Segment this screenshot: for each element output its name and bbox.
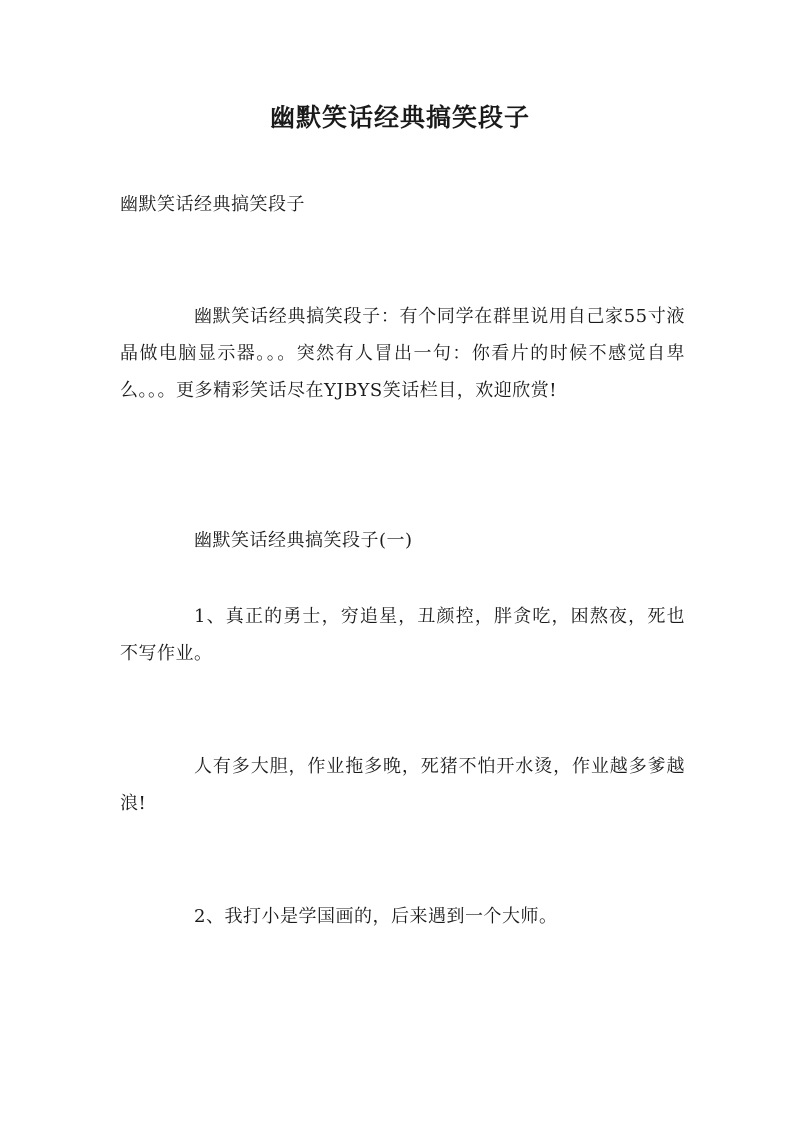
section-heading: 幽默笑话经典搞笑段子(一) [194,530,413,551]
intro-paragraph: 幽默笑话经典搞笑段子：有个同学在群里说用自己家55寸液晶做电脑显示器。。。突然有人冒出一句：你看片的时候不感觉自卑么。。。更多精彩笑话尽在YJBYS笑话栏目，欢迎欣赏! [120,306,685,401]
joke-paragraph-1: 1、真正的勇士，穷追星，丑颜控，胖贪吃，困熬夜，死也不写作业。 [120,606,685,664]
document-title: 幽默笑话经典搞笑段子 [269,103,530,132]
joke-paragraph-1-continued: 人有多大胆，作业拖多晚，死猪不怕开水烫，作业越多爹越浪! [120,756,685,814]
subtitle-paragraph: 幽默笑话经典搞笑段子 [120,194,305,215]
joke-paragraph-2: 2、我打小是学国画的，后来遇到一个大师。 [194,906,558,927]
